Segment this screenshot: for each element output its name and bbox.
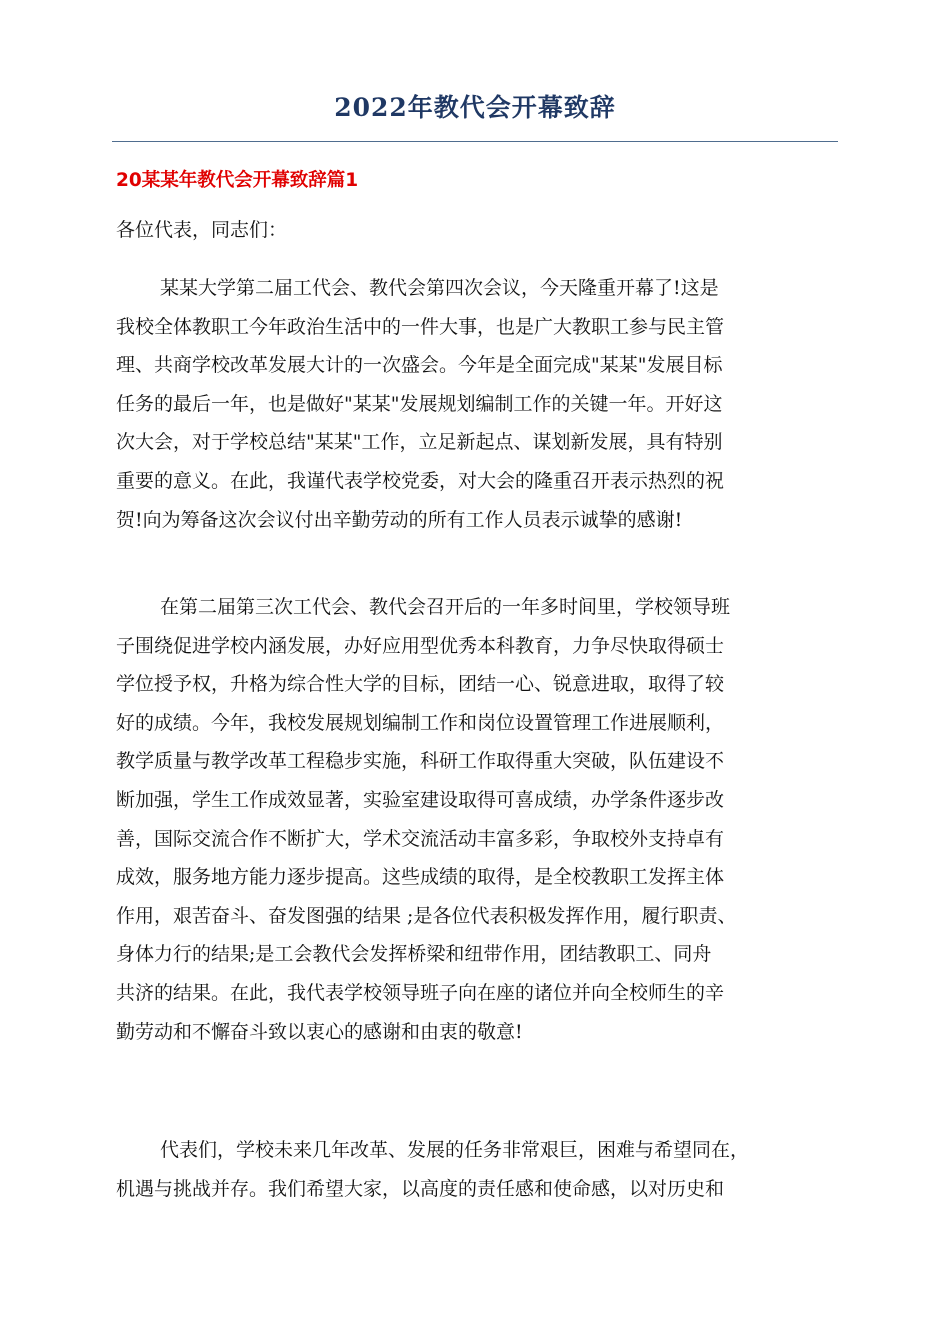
paragraph-line: 断加强，学生工作成效显著，实验室建设取得可喜成绩，办学条件逐步改 [116,788,725,811]
paragraph-line: 勤劳动和不懈奋斗致以衷心的感谢和由衷的敬意! [116,1020,523,1043]
title-underline-rule [112,141,838,142]
paragraph-line: 任务的最后一年，也是做好"某某"发展规划编制工作的关键一年。开好这 [116,392,723,415]
paragraph-line: 身体力行的结果;是工会教代会发挥桥梁和纽带作用，团结教职工、同舟 [116,943,712,966]
paragraph-line: 子围绕促进学校内涵发展，办好应用型优秀本科教育，力争尽快取得硕士 [116,634,725,657]
section-heading: 20某某年教代会开幕致辞篇1 [116,170,359,191]
paragraph-1 [116,269,836,539]
paragraph-line: 好的成绩。今年，我校发展规划编制工作和岗位设置管理工作进展顺利， [116,711,725,734]
paragraph-line: 共济的结果。在此，我代表学校领导班子向在座的诸位并向全校师生的辛 [116,981,725,1004]
paragraph-line: 次大会，对于学校总结"某某"工作，立足新起点、谋划新发展，具有特别 [116,431,723,454]
paragraph-line: 我校全体教职工今年政治生活中的一件大事，也是广大教职工参与民主管 [116,315,725,338]
paragraph-line: 某某大学第二届工代会、教代会第四次会议，今天隆重开幕了!这是 [160,277,719,299]
paragraph-2 [116,588,836,1051]
paragraph-line: 成效，服务地方能力逐步提高。这些成绩的取得，是全校教职工发挥主体 [116,866,725,889]
paragraph-line: 机遇与挑战并存。我们希望大家，以高度的责任感和使命感，以对历史和 [116,1177,725,1200]
paragraph-line: 代表们，学校未来几年改革、发展的任务非常艰巨，困难与希望同在， [160,1139,750,1161]
paragraph-line: 学位授予权，升格为综合性大学的目标，团结一心、锐意进取，取得了较 [116,673,725,696]
paragraph-line: 教学质量与教学改革工程稳步实施，科研工作取得重大突破，队伍建设不 [116,750,725,773]
paragraph-line: 善，国际交流合作不断扩大，学术交流活动丰富多彩，争取校外支持卓有 [116,827,725,850]
paragraph-line: 在第二届第三次工代会、教代会召开后的一年多时间里，学校领导班 [160,596,731,618]
salutation: 各位代表，同志们： [116,219,288,241]
paragraph-line: 作用，艰苦奋斗、奋发图强的结果 ;是各位代表积极发挥作用，履行职责、 [116,904,737,927]
paragraph-line: 理、共商学校改革发展大计的一次盛会。今年是全面完成"某某"发展目标 [116,354,723,377]
paragraph-line: 重要的意义。在此，我谨代表学校党委，对大会的隆重召开表示热烈的祝 [116,469,725,492]
document-title: 2022年教代会开幕致辞 [334,93,616,122]
paragraph-3 [116,1131,836,1208]
paragraph-line: 贺!向为筹备这次会议付出辛勤劳动的所有工作人员表示诚挚的感谢! [116,508,683,531]
